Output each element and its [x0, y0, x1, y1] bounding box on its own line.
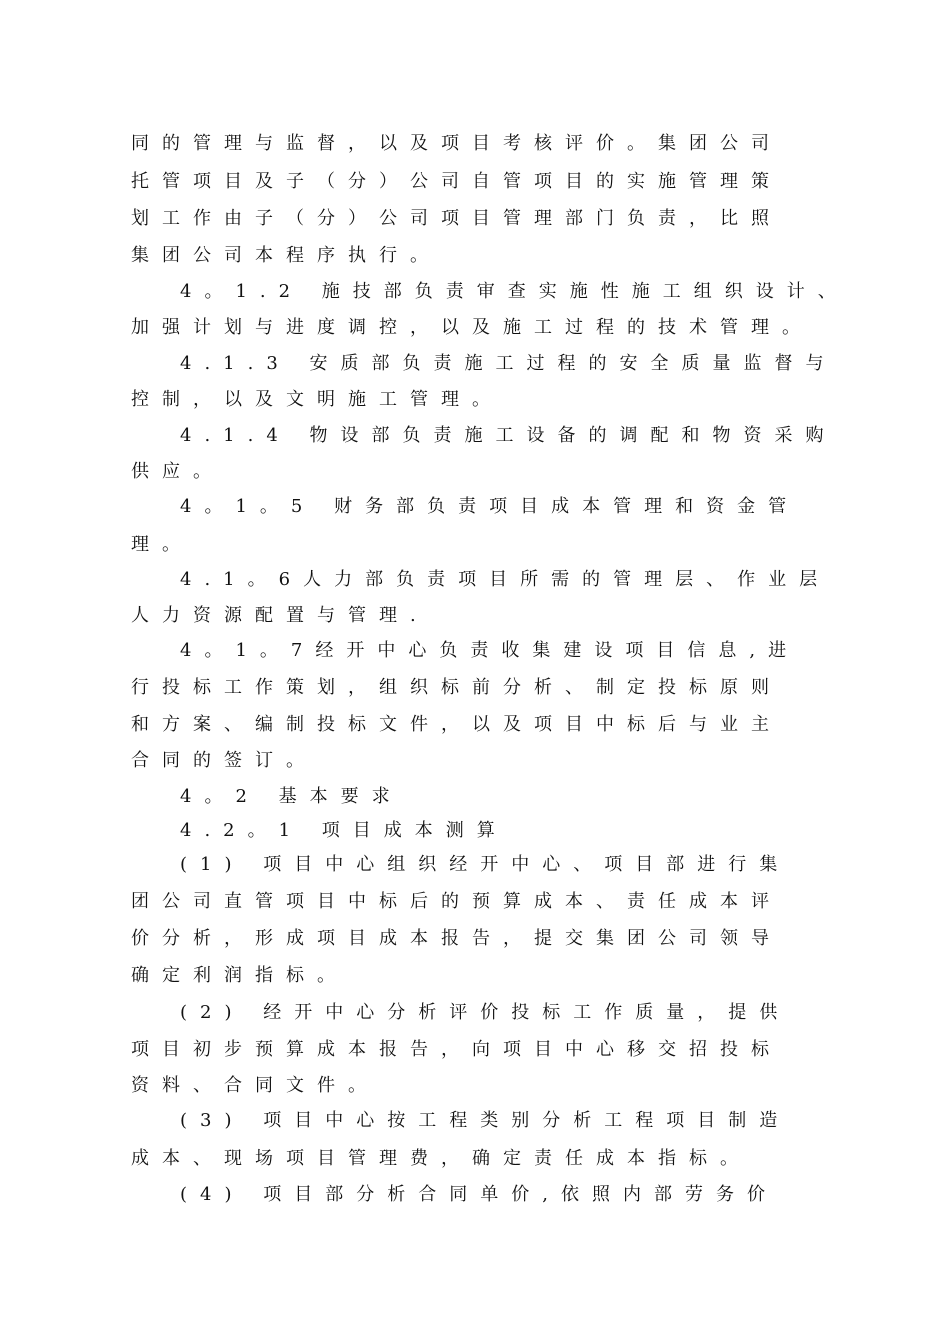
section-heading-4-2-1: 4.2。1 项目成本测算	[180, 820, 508, 841]
item-4-line: (4) 项目部分析合同单价,依照内部劳务价	[180, 1184, 778, 1205]
text-line: 资料、合同文件。	[131, 1075, 379, 1096]
section-4-1-2-line: 4。1.2 施技部负责审查实施性施工组织设计、	[180, 281, 849, 302]
text-line: 托管项目及子（分）公司自管项目的实施管理策	[131, 171, 782, 192]
text-line: 行投标工作策划，组织标前分析、制定投标原则	[131, 677, 782, 698]
text-line: 控制，以及文明施工管理。	[131, 389, 503, 410]
item-3-line: (3) 项目中心按工程类别分析工程项目制造	[180, 1110, 791, 1131]
text-line: 价分析，形成项目成本报告，提交集团公司领导	[131, 928, 782, 949]
text-line: 人力资源配置与管理.	[131, 605, 429, 626]
text-line: 划工作由子（分）公司项目管理部门负责，比照	[131, 208, 782, 229]
text-line: 同的管理与监督，以及项目考核评价。集团公司	[131, 133, 782, 154]
item-1-line: (1) 项目中心组织经开中心、项目部进行集	[180, 854, 791, 875]
text-line: 成本、现场项目管理费，确定责任成本指标。	[131, 1148, 751, 1169]
text-line: 合同的签订。	[131, 750, 317, 771]
text-line: 项目初步预算成本报告，向项目中心移交招投标	[131, 1039, 782, 1060]
section-4-1-6-line: 4.1。6人力部负责项目所需的管理层、作业层	[180, 569, 831, 590]
text-line: 团公司直管项目中标后的预算成本、责任成本评	[131, 891, 782, 912]
section-4-1-3-line: 4.1.3 安质部负责施工过程的安全质量监督与	[180, 353, 837, 374]
text-line: 和方案、编制投标文件，以及项目中标后与业主	[131, 714, 782, 735]
section-4-1-4-line: 4.1.4 物设部负责施工设备的调配和物资采购	[180, 425, 837, 446]
text-line: 确定利润指标。	[131, 965, 348, 986]
section-4-1-5-line: 4。1。5 财务部负责项目成本管理和资金管	[180, 496, 800, 517]
text-line: 理。	[131, 534, 193, 555]
item-2-line: (2) 经开中心分析评价投标工作质量，提供	[180, 1002, 791, 1023]
text-line: 加强计划与进度调控，以及施工过程的技术管理。	[131, 317, 813, 338]
section-4-1-7-line: 4。1。7经开中心负责收集建设项目信息,进	[180, 640, 800, 661]
section-heading-4-2: 4。2 基本要求	[180, 786, 403, 807]
text-line: 集团公司本程序执行。	[131, 245, 441, 266]
text-line: 供应。	[131, 461, 224, 482]
